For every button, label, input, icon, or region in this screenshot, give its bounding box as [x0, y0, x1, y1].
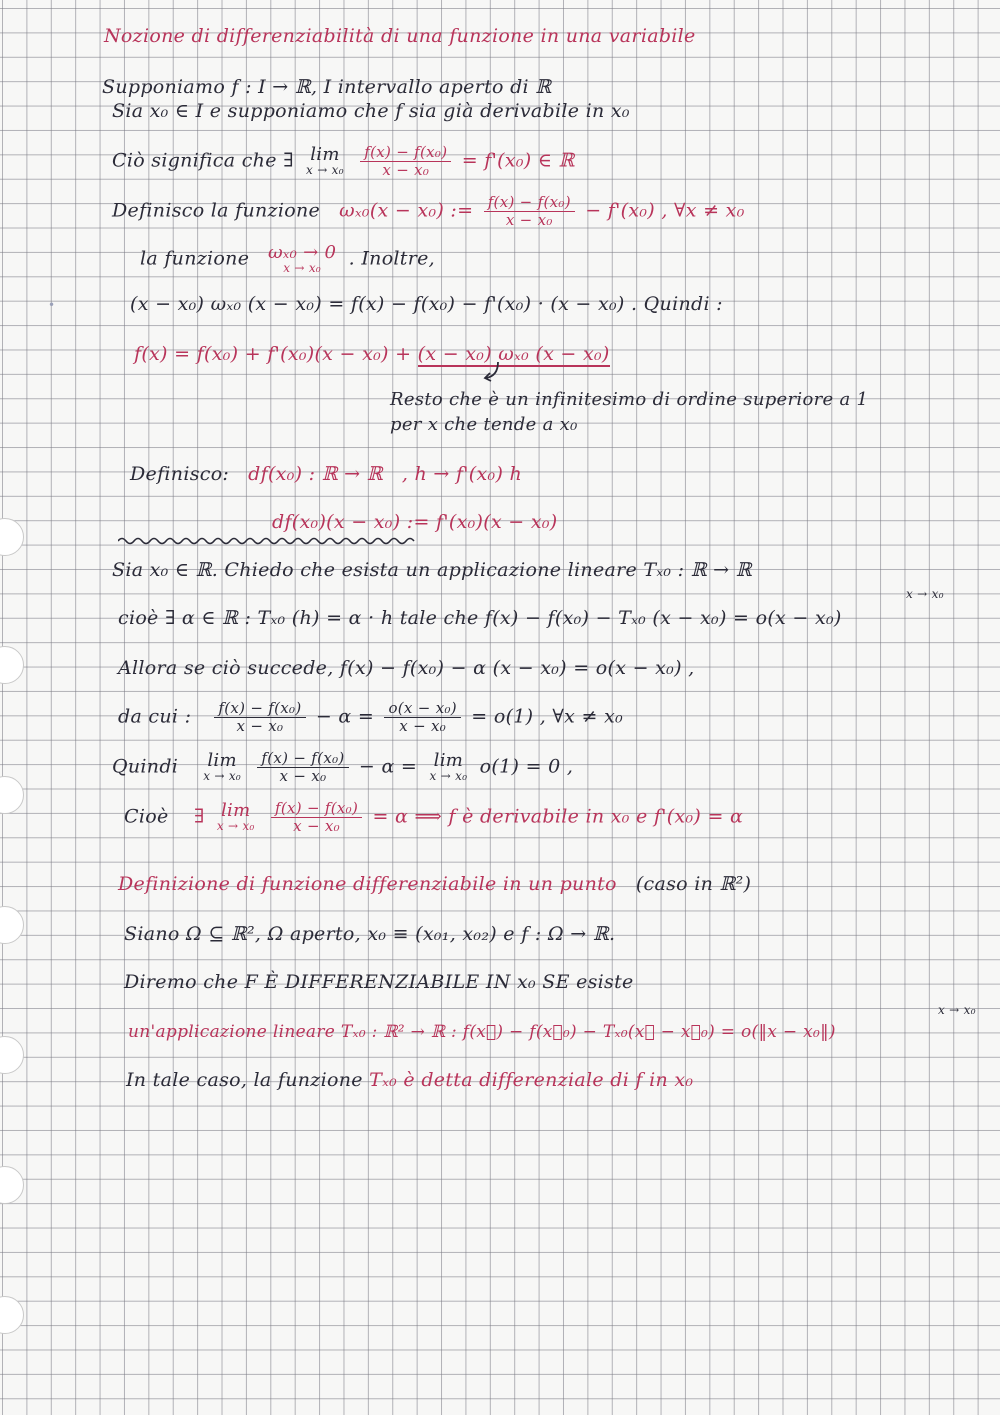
- limit: ωₓ₀ → 0 x → x₀: [267, 242, 337, 275]
- note-line: Sia x₀ ∈ I e supponiamo che f sia già derivabile in x₀: [112, 100, 630, 122]
- limit: lim x → x₀: [203, 750, 242, 783]
- difference-quotient: $\frac{\text{f(x) − f(x₀)}}{\text{x − x₀}}$: [257, 750, 348, 785]
- binder-hole: [0, 776, 24, 814]
- remainder-term: (x − x₀) ωₓ₀ (x − x₀): [417, 343, 610, 365]
- limit: lim x → x₀: [216, 800, 255, 833]
- difference-quotient: $\frac{\text{f(x) − f(x₀)}}{\text{x − x₀}}$: [214, 700, 305, 735]
- note-line: (x − x₀) ωₓ₀ (x − x₀) = f(x) − f(x₀) − f'(x₀) · (x − x₀) . Quindi :: [130, 293, 723, 315]
- binder-hole: [0, 906, 24, 944]
- binder-hole: [0, 1166, 24, 1204]
- arrow-icon: [480, 360, 510, 384]
- note-line: Allora se ciò succede, f(x) − f(x₀) − α (x − x₀) = o(x − x₀) ,: [118, 657, 695, 679]
- note-line: Diremo che F È DIFFERENZIABILE IN x₀ SE esiste: [124, 971, 634, 993]
- note-line: Supponiamo f : I → ℝ, I intervallo aperto di ℝ: [102, 76, 552, 98]
- note-line: la funzione ωₓ₀ → 0 x → x₀ . Inoltre,: [140, 242, 436, 275]
- note-line: Quindi lim x → x₀ $\frac{\text{f(x) − f(x₀)}}{\text{x − x₀}}$ − α = lim x → x₀ o(1) = 0 ,: [112, 749, 574, 785]
- derivative-definition-line: Ciò significa che ∃ lim x → x₀ $\frac{\text{f(x) − f(x₀)}}{\text{x − x₀}}$ = f'(x₀) ∈ ℝ: [112, 143, 575, 179]
- binder-hole: [0, 518, 24, 556]
- binder-hole: [0, 1296, 24, 1334]
- limit: lim x → x₀: [306, 144, 344, 177]
- section-divider: [118, 536, 416, 546]
- note-line: cioè ∃ α ∈ ℝ : Tₓ₀ (h) = α · h tale che f(x) − f(x₀) − Tₓ₀ (x − x₀) = o(x − x₀): [118, 607, 842, 629]
- note-line: x → x₀: [938, 1003, 976, 1017]
- margin-smudge: •: [48, 298, 56, 312]
- binder-hole: [0, 1036, 24, 1074]
- difference-quotient: $\frac{\text{f(x) − f(x₀)}}{\text{x − x₀}}$: [271, 800, 362, 835]
- binder-hole: [0, 646, 24, 684]
- note-line: da cui : $\frac{\text{f(x) − f(x₀)}}{\text{x − x₀}}$ − α = $\frac{\text{o(x − x₀)}}{\text{x − x₀}}$ = o(1) , ∀x ≠ x₀: [118, 699, 624, 735]
- section-title: Definizione di funzione differenziabile in un punto (caso in ℝ²): [118, 873, 752, 895]
- difference-quotient: $\frac{\text{f(x) − f(x₀)}}{\text{x − x₀}}$: [484, 194, 575, 229]
- note-line: per x che tende a x₀: [390, 414, 578, 435]
- fraction: $\frac{\text{o(x − x₀)}}{\text{x − x₀}}$: [384, 700, 460, 735]
- note-line: df(x₀)(x − x₀) := f'(x₀)(x − x₀): [272, 511, 558, 533]
- page-title: Nozione di differenziabilità di una funzione in una variabile: [104, 25, 696, 47]
- note-line: x → x₀: [906, 587, 944, 601]
- note-line: Siano Ω ⊆ ℝ², Ω aperto, x₀ ≡ (x₀₁, x₀₂) e f : Ω → ℝ.: [124, 923, 616, 945]
- note-line: In tale caso, la funzione Tₓ₀ è detta differenziale di f in x₀: [126, 1069, 694, 1091]
- conclusion-line: Cioè ∃ lim x → x₀ $\frac{\text{f(x) − f(x₀)}}{\text{x − x₀}}$ = α ⟹ f è derivabile in x₀ e f'(x₀) = α: [124, 799, 744, 835]
- definition-formula-line: un'applicazione lineare Tₓ₀ : ℝ² → ℝ : f(x⃗) − f(x⃗₀) − Tₓ₀(x⃗ − x⃗₀) = o(‖x − x₀‖): [128, 1022, 836, 1042]
- taylor-formula-line: f(x) = f(x₀) + f'(x₀)(x − x₀) + (x − x₀) ωₓ₀ (x − x₀): [134, 343, 610, 365]
- note-line: Resto che è un infinitesimo di ordine superiore a 1: [390, 389, 869, 410]
- limit: lim x → x₀: [429, 750, 468, 783]
- omega-definition-line: Definisco la funzione ωₓ₀(x − x₀) := $\frac{\text{f(x) − f(x₀)}}{\text{x − x₀}}$ − f'(x₀) , ∀x ≠ x₀: [112, 193, 745, 229]
- differential-definition-line: Definisco: df(x₀) : ℝ → ℝ , h → f'(x₀) h: [130, 463, 523, 485]
- difference-quotient: $\frac{\text{f(x) − f(x₀)}}{\text{x − x₀}}$: [360, 144, 451, 179]
- note-line: Sia x₀ ∈ ℝ. Chiedo che esista un applicazione lineare Tₓ₀ : ℝ → ℝ: [112, 559, 752, 581]
